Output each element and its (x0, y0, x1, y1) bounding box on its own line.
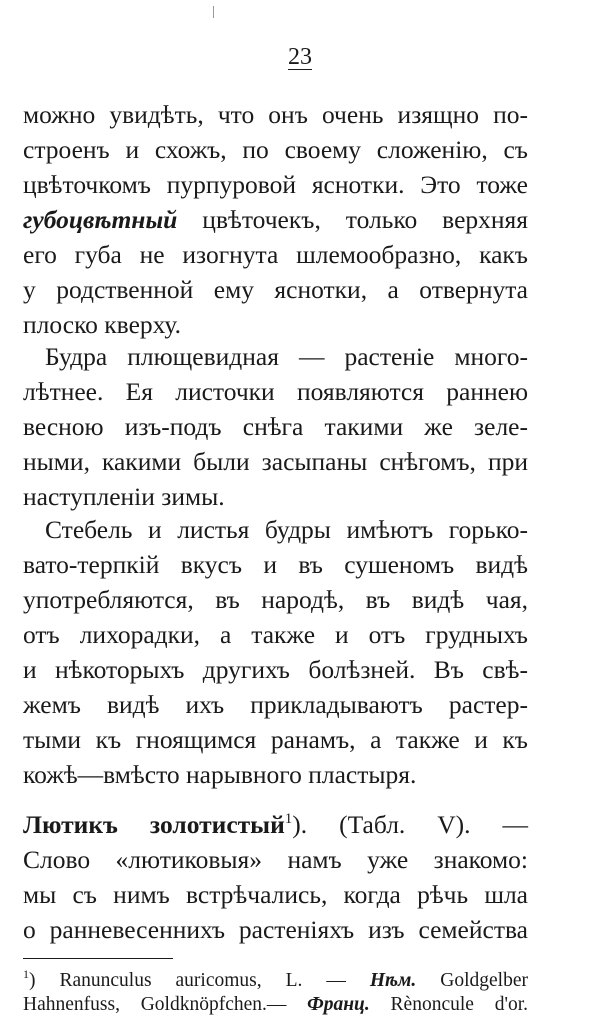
text-line: Слово «лютиковыя» намъ уже знакомо: (23, 845, 528, 874)
footnote-line (23, 995, 528, 1015)
text-fragment: ). (Табл. V). — (292, 810, 528, 839)
text-line: наступленіи зимы. (23, 482, 225, 511)
italic-term: губоцвѣтный (23, 205, 178, 234)
text-line: у родственной ему яснотки, а отвернута (23, 275, 528, 304)
footnote-reference: 1 (284, 811, 293, 827)
text-line (23, 812, 528, 838)
text-line: плоско кверху. (23, 310, 181, 339)
text-line: употребляются, въ народѣ, въ видѣ чая, (23, 585, 528, 614)
page-number: 23 (288, 44, 312, 70)
text-line: Будра плющевидная — растеніе много- (45, 342, 528, 371)
text-line: Стебель и листья будры имѣютъ горько- (45, 515, 528, 544)
text-line: кожѣ—вмѣсто нарывного пластыря. (23, 760, 417, 789)
text-line: тыми къ гноящимся ранамъ, а также и къ (23, 725, 528, 754)
footnote-emphasis: Франц. (307, 994, 370, 1015)
text-line: и нѣкоторыхъ другихъ болѣзней. Въ свѣ- (23, 655, 528, 684)
text-fragment: цвѣточекъ, только верхняя (202, 205, 528, 234)
text-line: мы съ нимъ встрѣчались, когда рѣчь шла (23, 880, 528, 909)
page-mark (213, 6, 214, 18)
footnote-text: Goldgelber (440, 970, 528, 991)
footnote-text: ) Ranunculus auricomus, L. — (29, 970, 346, 991)
footnote-text: Rènoncule d'or. (390, 994, 529, 1015)
footnote-marker: 1 (23, 967, 29, 981)
text-line: жемъ видѣ ихъ прикладываютъ растер- (23, 690, 528, 719)
text-line: можно увидѣть, что онъ очень изящно по- (23, 100, 528, 129)
text-line: строенъ и схожъ, по своему сложенію, съ (23, 135, 528, 164)
text-line: его губа не изогнута шлемообразно, какъ (23, 240, 528, 269)
text-line (23, 207, 528, 233)
footnote-text: Hahnenfuss, Goldknöpfchen.— (23, 994, 287, 1015)
text-line: вато-терпкій вкусъ и въ сушеномъ видѣ (23, 550, 528, 579)
text-line: ными, какими были засыпаны снѣгомъ, при (23, 447, 528, 476)
footnote-separator (23, 958, 173, 959)
text-line: цвѣточкомъ пурпуровой яснотки. Это тоже (23, 170, 528, 199)
section-heading: Лютикъ золотистый (23, 810, 285, 839)
text-line: весною изъ-подъ снѣга такими же зеле- (23, 412, 528, 441)
footnote-emphasis: Нѣм. (369, 970, 417, 991)
text-line: лѣтнее. Ея листочки появляются раннею (23, 377, 528, 406)
text-line: отъ лихорадки, а также и отъ грудныхъ (23, 620, 528, 649)
footnote-line (23, 968, 528, 991)
text-line: о ранневесеннихъ растеніяхъ изъ семейства (23, 915, 528, 944)
